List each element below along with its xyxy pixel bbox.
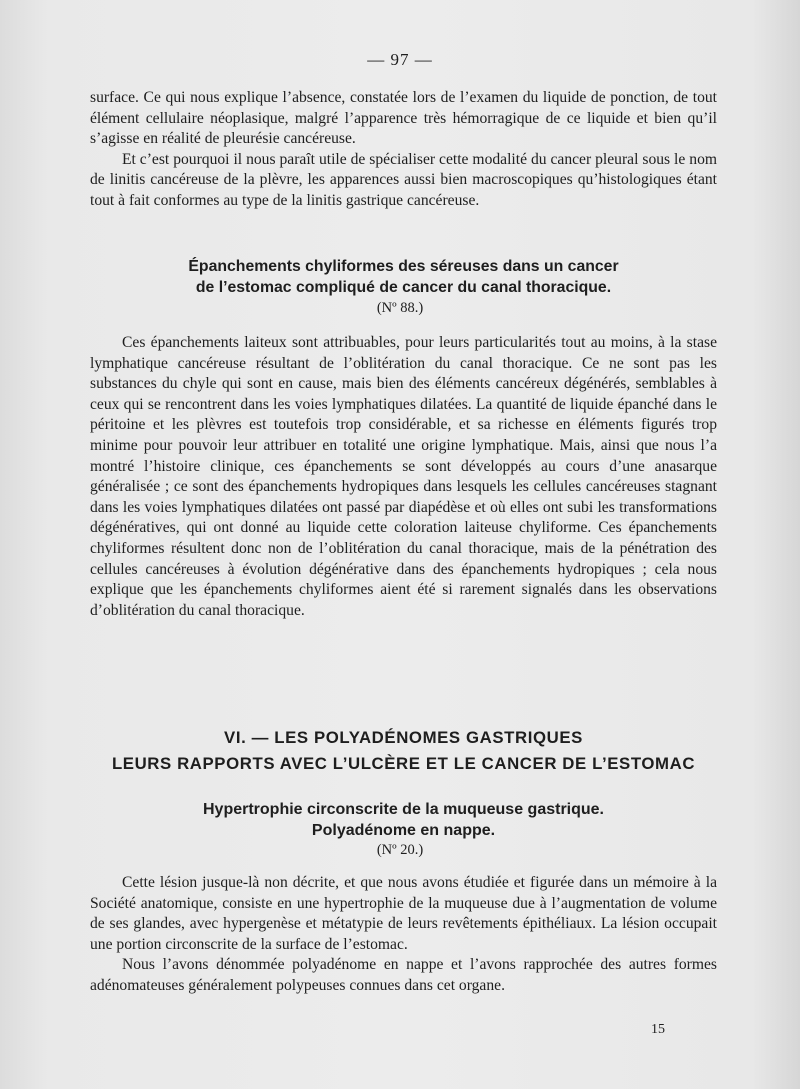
heading-hypertrophy: [90, 799, 717, 841]
paragraph: Ces épanchements laiteux sont attribuables, pour leurs particularités tout au moins, à la stase lymphatique cancéreuse résultant de l’oblitération du canal thoracique. Ce ne sont pas les substances du chyle qui sont en cause, mais bien des éléments cancéreux dégénérés, semblables à ceux qui se rencontrent dans les voies lymphatiques dilatées. La quantité de liquide épanché dans le péritoine et les plèvres est toutefois trop considérable, et sa richesse en éléments figurés trop minime pour pouvoir leur attribuer en totalité une origine lymphatique. Mais, ainsi que nous l’a montré l’histoire clinique, ces épanchements se sont développés au cours d’une anasarque généralisée ; ce sont des épanchements hydropiques dans lesquels les cellules cancéreuses stagnant dans les voies lymphatiques dilatées ont passé par diapédèse et où elles ont subi les transformations dégénératives, qui ont donné au liquide cette coloration laiteuse chyliforme. Ces épanchements chyliformes résultent donc non de l’oblitération du canal thoracique, mais de la pénétration des cellules cancéreuses à évolution dégénérative dans des épanchements hydropiques ; cela nous explique que les épanchements chyliformes aient été si rarement signalés dans les observations d’oblitération du canal thoracique.: [90, 334, 717, 619]
heading-line: de l’estomac compliqué de cancer du canal thoracique.: [195, 279, 612, 296]
heading-line: Hypertrophie circonscrite de la muqueuse gastrique.: [203, 801, 604, 818]
section-title: [90, 725, 717, 777]
paragraph: surface. Ce qui nous explique l’absence, constatée lors de l’examen du liquide de ponction, de tout élément cellulaire néoplasique, malgré l’apparence très hémorragique de ce liquide et bien qu’il s’agisse en réalité de pleurésie cancéreuse.: [90, 89, 717, 148]
paragraph-block-3: [90, 873, 717, 997]
section-title-line: LEURS RAPPORTS AVEC L’ULCÈRE ET LE CANCER DE L’ESTOMAC: [111, 754, 696, 773]
heading-line: Polyadénome en nappe.: [311, 822, 496, 839]
heading-line: Épanchements chyliformes des séreuses dans un cancer: [188, 258, 619, 275]
heading-chyliform-effusions: [90, 256, 717, 298]
paragraph: Nous l’avons dénommée polyadénome en nappe et l’avons rapprochée des autres formes adénomateuses généralement polypeuses connues dans cet organe.: [90, 956, 717, 994]
paragraph: Et c’est pourquoi il nous paraît utile de spécialiser cette modalité du cancer pleural sous le nom de linitis cancéreuse de la plèvre, les apparences aussi bien macroscopiques qu’histologiques étant tout à fait conformes au type de la linitis gastrique cancéreuse.: [90, 150, 717, 209]
observation-number: (Nº 88.): [376, 300, 424, 316]
signature-mark: 15: [651, 1022, 665, 1037]
paragraph-block-1: [90, 88, 717, 212]
observation-number: (Nº 20.): [376, 842, 424, 858]
paragraph-block-2: [90, 333, 717, 621]
page-number: — 97 —: [367, 50, 433, 69]
paragraph: Cette lésion jusque-là non décrite, et que nous avons étudiée et figurée dans un mémoire à la Société anatomique, consiste en une hypertrophie de la muqueuse due à l’augmentation de volume de ses glandes, avec hypergenèse et métatypie de leurs revêtements épithéliaux. La lésion occupait une portion circonscrite de la surface de l’estomac.: [90, 874, 717, 953]
section-title-line: VI. — LES POLYADÉNOMES GASTRIQUES: [224, 728, 583, 747]
